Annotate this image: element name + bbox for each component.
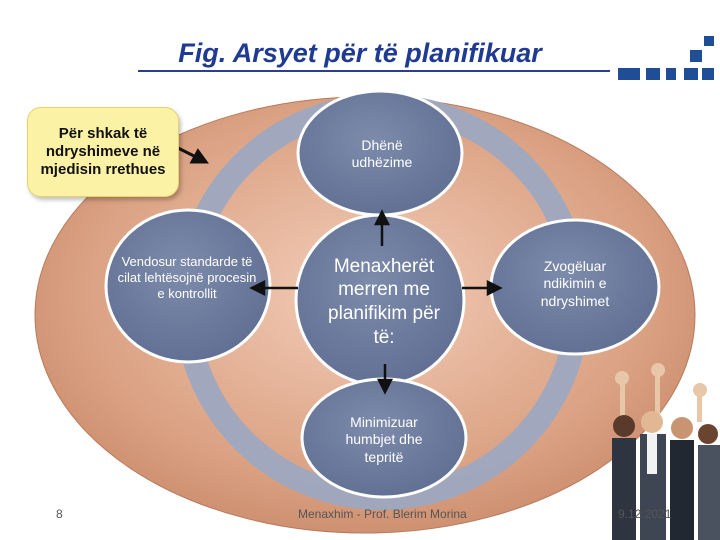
- footer-page-number: 8: [56, 507, 63, 521]
- slide-title: Fig. Arsyet për të planifikuar: [178, 38, 542, 68]
- node-left-label: Vendosur standarde të cilat lehtësojnë procesin e kontrollit: [117, 253, 257, 302]
- node-right-label: Zvogëluar ndikimin e ndryshimet: [540, 257, 610, 309]
- node-top-label: Dhënë udhëzime: [351, 136, 413, 170]
- node-bottom-label: Minimizuar humbjet dhe tepritë: [345, 413, 423, 465]
- node-center-label: Menaxherët merren me planifikim për të:: [328, 255, 440, 348]
- footer-date: 9.12.2021: [618, 507, 672, 521]
- footer-author: Menaxhim - Prof. Blerim Morina: [298, 507, 467, 521]
- environment-change-callout: Për shkak të ndryshimeve në mjedisin rrethues: [27, 107, 179, 197]
